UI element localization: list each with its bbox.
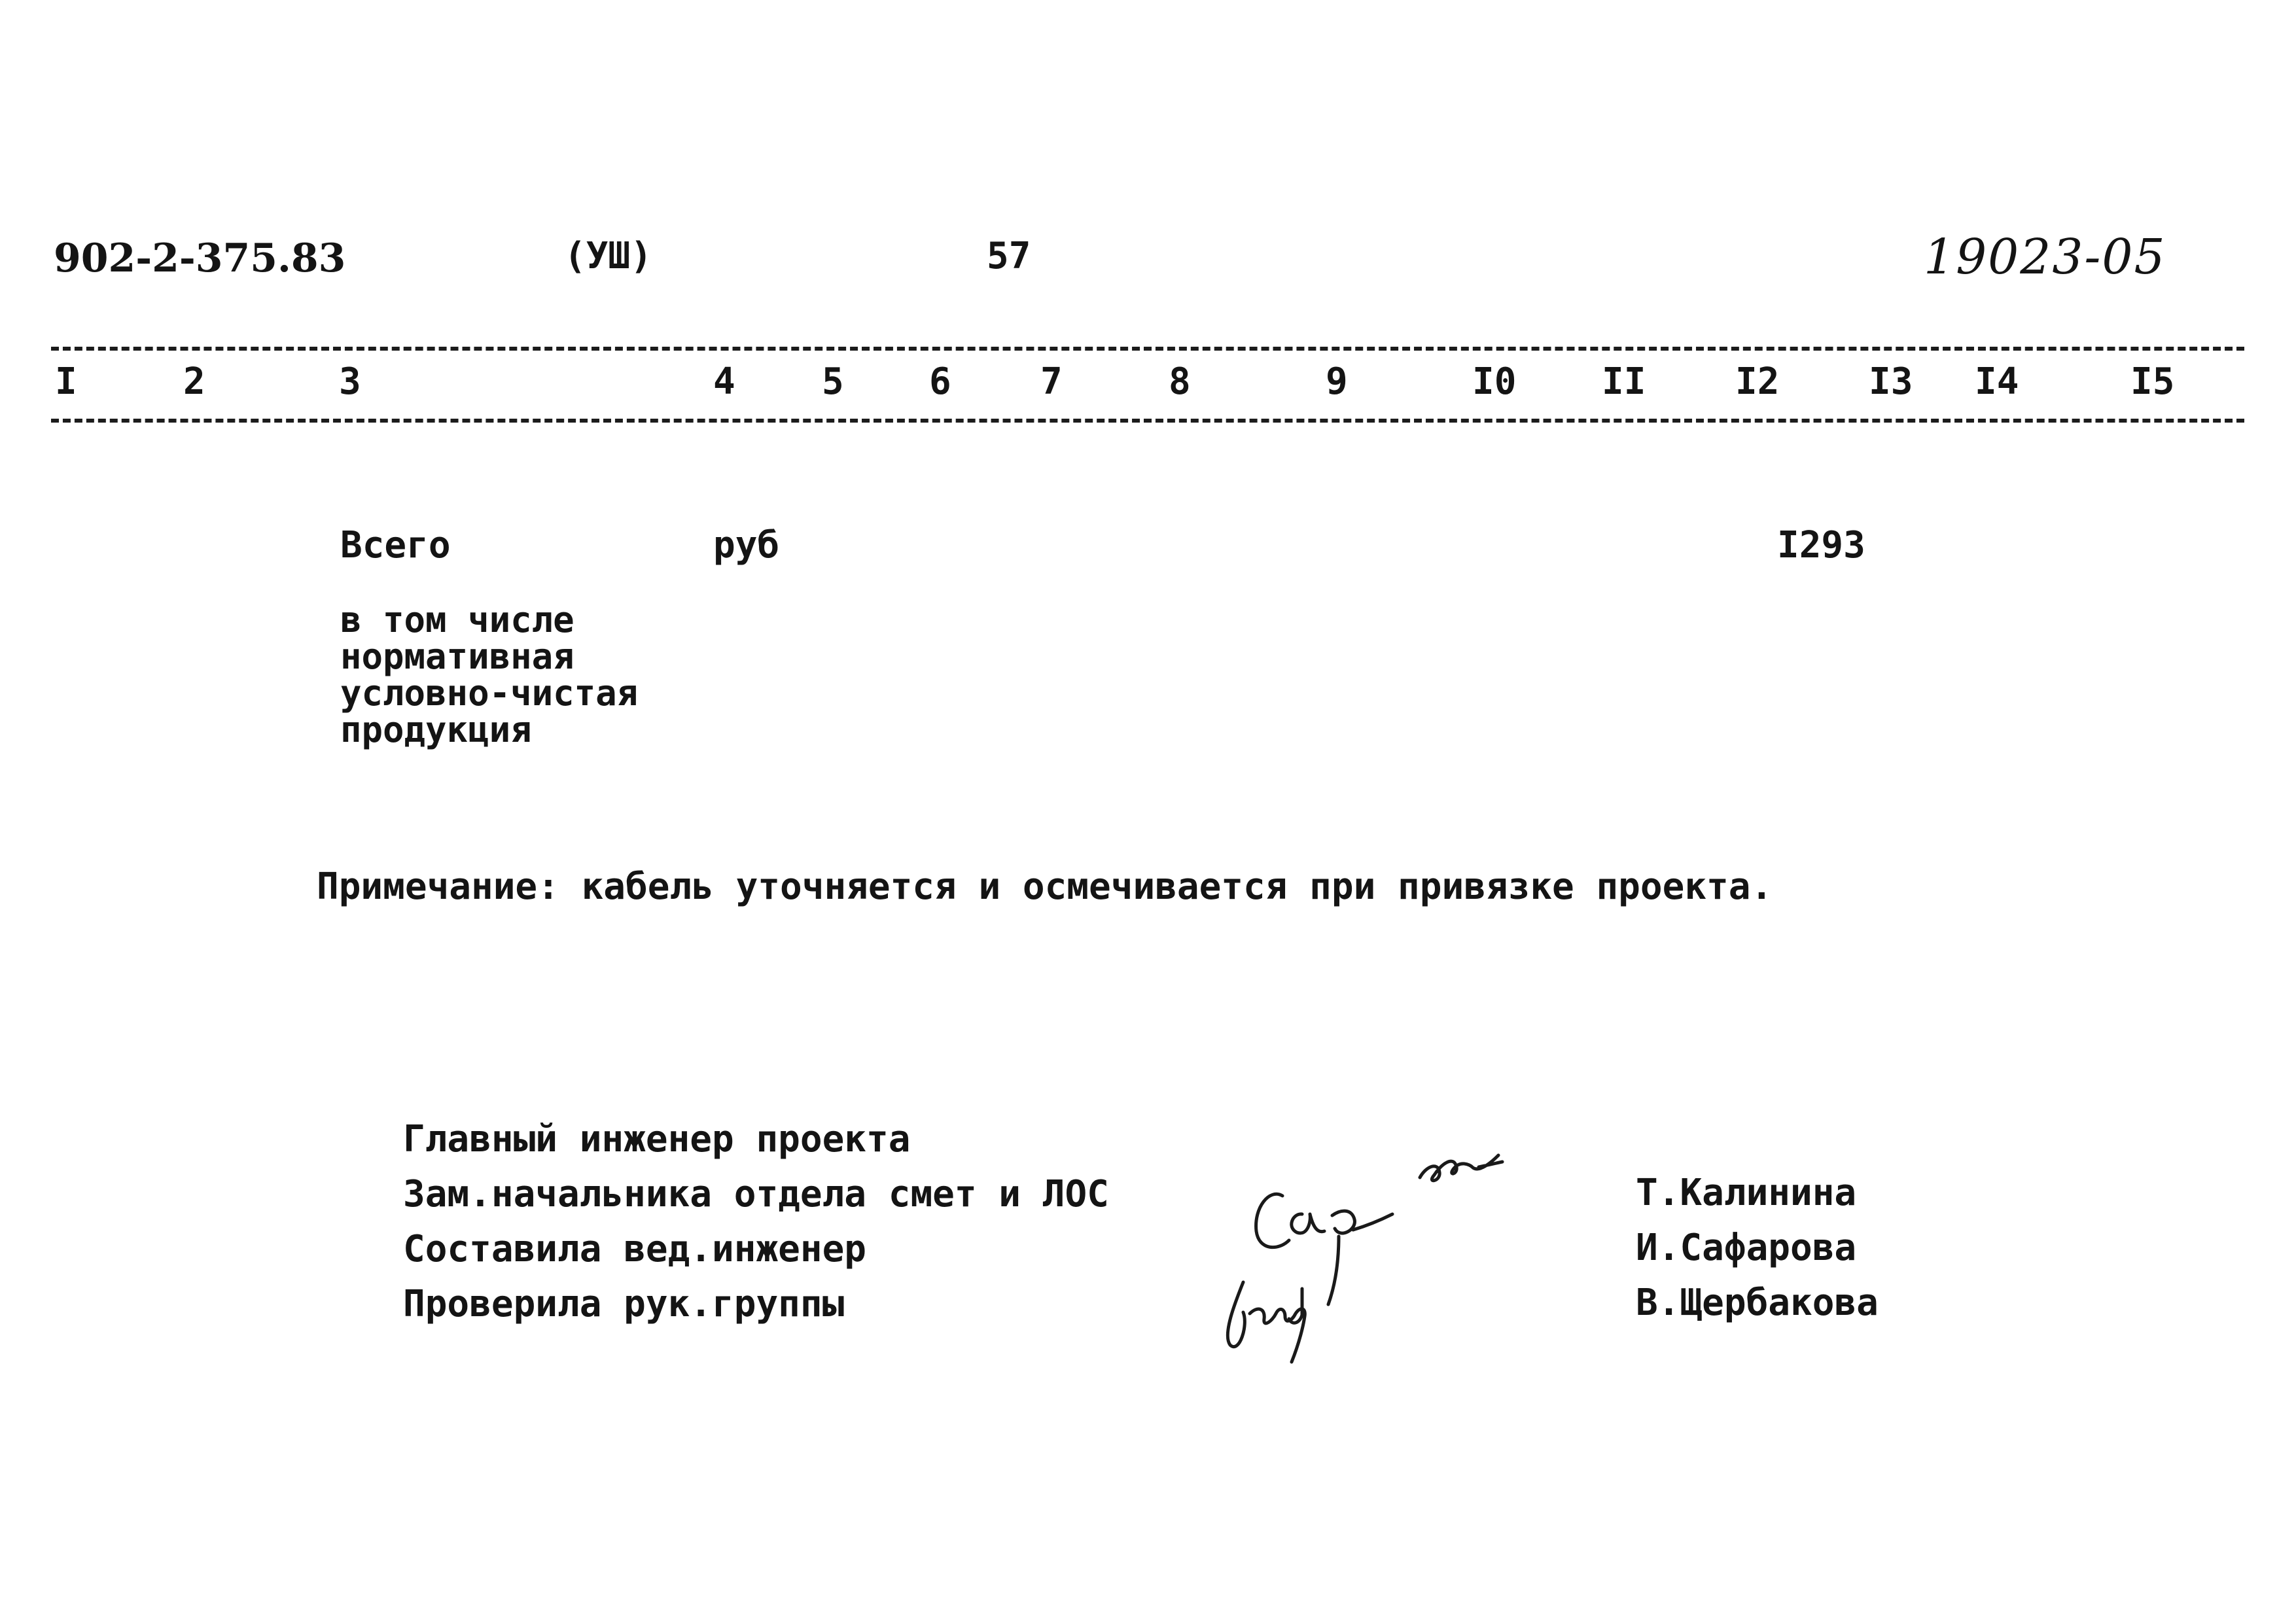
signer-name: В.Щербакова (1636, 1282, 1879, 1324)
column-number: 2 (183, 360, 205, 403)
column-number: 8 (1169, 360, 1191, 403)
column-header-top-rule (51, 347, 2244, 351)
signer-name: Т.Калинина (1636, 1172, 1857, 1214)
position-title: Зам.начальника отдела смет и ЛОС (403, 1173, 1109, 1215)
section-code: (УШ) (564, 235, 652, 277)
including-line: нормативная (340, 636, 574, 677)
column-number: I5 (2130, 360, 2175, 403)
total-value: I293 (1777, 524, 1865, 567)
position-title: Главный инженер проекта (403, 1118, 911, 1161)
position-title: Составила вед.инженер (403, 1228, 867, 1270)
archive-number: 19023-05 (1924, 229, 2166, 285)
including-line: условно-чистая (340, 672, 639, 714)
signature-names (1636, 1166, 1879, 1331)
column-number: I4 (1975, 360, 2019, 403)
position-title: Проверила рук.группы (403, 1283, 845, 1325)
page-number: 57 (987, 235, 1031, 277)
including-line: продукция (340, 709, 532, 750)
column-number: 7 (1040, 360, 1063, 403)
column-number: 6 (929, 360, 951, 403)
column-number: 5 (822, 360, 844, 403)
column-header-bottom-rule (51, 419, 2244, 423)
including-line: в том числе (340, 599, 574, 640)
handwritten-signatures (1204, 1138, 1570, 1400)
total-unit: руб (713, 524, 780, 567)
note-text: Примечание: кабель уточняется и осмечивается при привязке проекта. (317, 865, 1773, 908)
column-number: I0 (1472, 360, 1517, 403)
column-number: I2 (1735, 360, 1780, 403)
signature-positions (403, 1112, 1109, 1332)
total-label: Всего (340, 524, 451, 567)
column-number: 3 (339, 360, 361, 403)
including-block (340, 599, 639, 750)
column-number: II (1602, 360, 1646, 403)
column-number: I3 (1869, 360, 1913, 403)
column-number: 9 (1326, 360, 1348, 403)
column-number: I (55, 360, 77, 403)
document-number: 902-2-375.83 (54, 236, 346, 281)
column-number: 4 (713, 360, 735, 403)
signer-name: И.Сафарова (1636, 1227, 1857, 1269)
